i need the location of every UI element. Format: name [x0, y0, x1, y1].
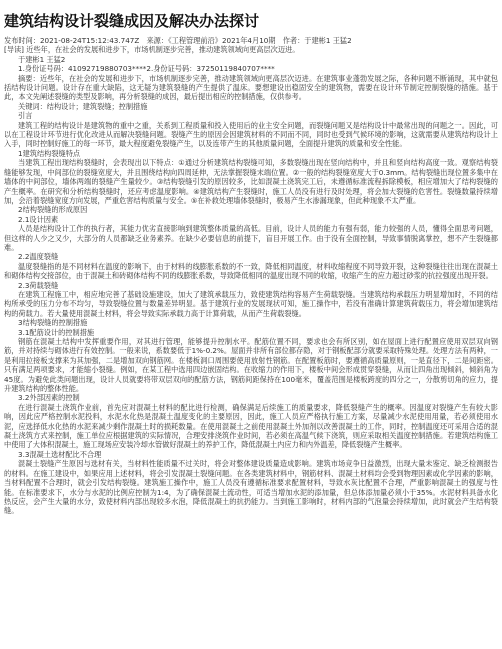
id-line: 1.身份证号码：41092719880703****2.身份证号码：37250119840707**** — [18, 64, 275, 74]
keywords-line: 关键词：结构设计；建筑裂缝；控制措施 — [18, 101, 148, 111]
paragraph: 钢筋在混凝土结构中发挥重要作用，对其进行管理，能够提升控制水平。配筋位置不同，要求也会有所区别，如在屋面上进行配置应使用双层双向钢筋，并对持续与砌体进行有效控制。一般来说，系数要低于1%-0.2%。屋面并非所有部位都存隐，对于钢板配部分就要采取特殊处理。处理方法有两种，一是利用拉接板支撑来为其加强，二是增加双向钢筋网。在楼板洞口周围要使用放射性钢筋。在配置板筋时，要遵循高质量原则，一是直径下，二是间距密。只有满足两项要求，才能缩小裂缝。例如，在某工程中选用四边嵌固结构。在收缩力的作用下，楼板中间会形成贯穿裂缝，从而让四角出现倾斜，倾斜角为45度。为避免此类问题出现，设计人员就要将带双层双向的配筋方法，钢筋间距保持在100毫米，覆盖范围是楼板跨度的四分之一，分散剪切角的应力，提升建筑结构的整体性能。 — [4, 337, 498, 394]
paragraph: 混凝土裂缝产生原因与选材有关，当材料性能质量不过关时，将会对整体建设质量造成影响。建筑市场竞争日益激烈，出现大量未鉴定、缺乏检测报告的材料。在施工建设中，如果应用上述材料，将会引发混凝土裂缝问题。在各类建筑材料中，钢筋材料、混凝土材料均会受到物理因素或化学因素的影响，当材料配置不合理时，就会引发结构裂缝。建筑施工操作中，施工人员没有遵循标准要求配置材料，导致水灰比配置不合理，严重影响混凝土的强度与性能。在标准要求下，水分与水泥的比例应控制为1:4，为了确保混凝土流动性，可适当增加水泥的添加量，但总体添加量必须小于35%。水泥材料具备水化热反应，会产生大量的水分，致使材料内部出现较多水泡，降低混凝土的抗扔能力。当到施工影响时，材料内部的气泡量会持续增加，此时就会产生结构裂缝。 — [4, 459, 498, 516]
intro-paragraph: 建筑工程的结构设计是建筑物的重中之重，关系到工程质量和投入使用后的业主安全问题，而裂缝问题又是结构设计中最常出现的问题之一。因此，可以在工程设计环节进行优化改进从而解决裂缝问题。裂缝产生的原因会因建筑材料的不同而不同，同时也受到气候环境的影响，这就需要从建筑结构设计上入手，同时控制好施工的每一环节，最大程度避免裂缝产生，以及连带产生的其他质量问题，全面提升建筑的质量和安全性能。 — [4, 120, 498, 149]
subsection-heading: 3.1配筋设计的控制措施 — [18, 327, 95, 337]
subsection-heading: 2.2温度裂缝 — [18, 252, 59, 262]
section-heading: 2结构裂缝的形成原因 — [18, 205, 88, 215]
abstract-paragraph: 摘要：近些年，在社会的发展和进步下，市场机制逐步完善，推动建筑领域向更高层次迈进。在建筑事业蓬勃发展之际，各种问题不断涌现，其中就包括结构设计问题。设计存在重大缺陷，这无疑为建筑裂缝的产生提供了温床。要想建设出稳固安全的建筑物，需要在设计环节制定控制裂缝的措施。基于此，本文先阐述裂缝的类型及影响，再分析裂缝的成因，最后提出相应的控制措施，仅供参考。 — [4, 73, 498, 102]
paragraph: 当建筑工程出现结构裂缝时，会表现出以下特点：①通过分析建筑结构裂缝可知，多数裂缝出现在竖向结构中，并且和竖向结构高度一致。观察结构裂缝能够发现，中间部位的裂缝宽度大，并且围绕结构向四周延伸，无法掌握裂缝末端位置。②一般的结构裂缝宽度大于0.3mm。结构裂缝出现位置多集中在墙体的中间部位，墙体两端的裂缝产生量较少。③结构裂缝引发的原因较多，比如混凝土浇筑完工后，未遵循标准流程拆除模板，相应增加大了结构裂缝的产生概率。在研究和分析结构裂缝时，还应考虑温度影响。④建筑结构产生裂缝时，施工人员没有进行及时处理，将会加大裂缝的危害性。裂缝数量持续增加，会沿着裂缝宽度方向发展，严重危害结构质量与安全。⑤在补救处理墙体裂缝时，极易产生水渗漏现象，但此种现象不太严重。 — [4, 158, 498, 205]
section-heading: 3结构裂缝的控制措施 — [18, 318, 88, 328]
subsection-heading: 2.1设计因素 — [18, 214, 59, 224]
section-heading: 引言 — [18, 111, 33, 121]
paragraph: 温度裂缝指的是不同材料在温度的影响下，由于材料的线膨胀系数的不一致，降低相同温度，材料收缩程度不同导致开裂，这种裂缝往往出现在混凝土和砌体结构交接部位，由于混凝土和砖砌体结构不同的线膨胀系数，导致降低相同的温度出现不同的收缩，收缩产生的应力超过砂浆的抗拉强度出现开裂。 — [4, 261, 498, 281]
author-line: 于建彬1 王猛2 — [18, 54, 66, 64]
article-meta: 发布时间：2021-08-24T15:12:43.747Z 来源：《工程管理前沿》2021年4月10期 作者：于建彬1 王猛2 — [4, 36, 352, 45]
paragraph: 人员是结构设计工作的执行者，其能力优劣直接影响到建筑整体质量的高低。目前，设计人员的能力有强有弱，能力较强的人员，懂得全面思考问题，但这样的人少之又少，大部分的人员都缺乏业务素养。在缺少必要信息的前提下，盲目开展工作。由于没有全面控制，导致事情脱离掌控，想不产生裂缝都难。 — [4, 224, 498, 252]
subsection-heading: 3.3混凝土选材配比不合理 — [18, 449, 102, 459]
article-lead: [导读] 近些年，在社会的发展和进步下，市场机制逐步完善，推动建筑领域向更高层次迈进。 — [4, 45, 300, 55]
section-heading: 1建筑结构裂缝特点 — [18, 148, 81, 158]
subsection-heading: 2.3荷载裂缝 — [18, 280, 59, 290]
paragraph: 在建筑工程施工中，相应地完善了基础设施建设，加大了建筑承载压力，致使建筑结构容易产生荷载裂缝。当建筑结构承载压力明显增加时，不同的结构所承受的压力分布不均匀，导致裂缝位置与数量差异明显。基于建筑行业的发展现状可知，施工操作中，若没有准确计算建筑荷载压力，将会增加建筑结构的荷载力。若大量使用混凝土材料，将会导致实际承载力高于计算荷载，从而产生荷载裂缝。 — [4, 289, 498, 318]
paragraph: 在进行混凝土浇筑作业前，首先应对混凝土材料的配比进行检测，确保满足后续施工的质量要求，降低裂缝产生的概率。因温度对裂缝产生有较大影响，因此应严格控制水泥投料，水泥水化热是混凝土温度变化的主要原因，因此，施工人员应严格执行施工方案，尽量减少水泥使用用量，若必须使用水泥，应选择低水化热的水泥来减少剩作混凝土时的损耗数量。在使用混凝土之前使用混凝土外加剂以改善混凝土的工作，同时，控制温度还可采用合适的混凝土浇筑方式来控制，施工单位应根据建筑的实际情况，合理安排浇筑作业时间，若必须在高温气候下浇筑，则应采取相关温度控制措施。若建筑结构施工中使用了大体积混凝土，施工现场应安装冷却水管做好混凝土的养护工作，降低混凝土内应力和内外温差，降低裂缝产生概率。 — [4, 402, 498, 450]
subsection-heading: 3.2外部因素的控制 — [18, 393, 80, 403]
article-title: 建筑结构设计裂缝成因及解决办法探讨 — [4, 12, 260, 30]
article-body — [4, 55, 498, 516]
